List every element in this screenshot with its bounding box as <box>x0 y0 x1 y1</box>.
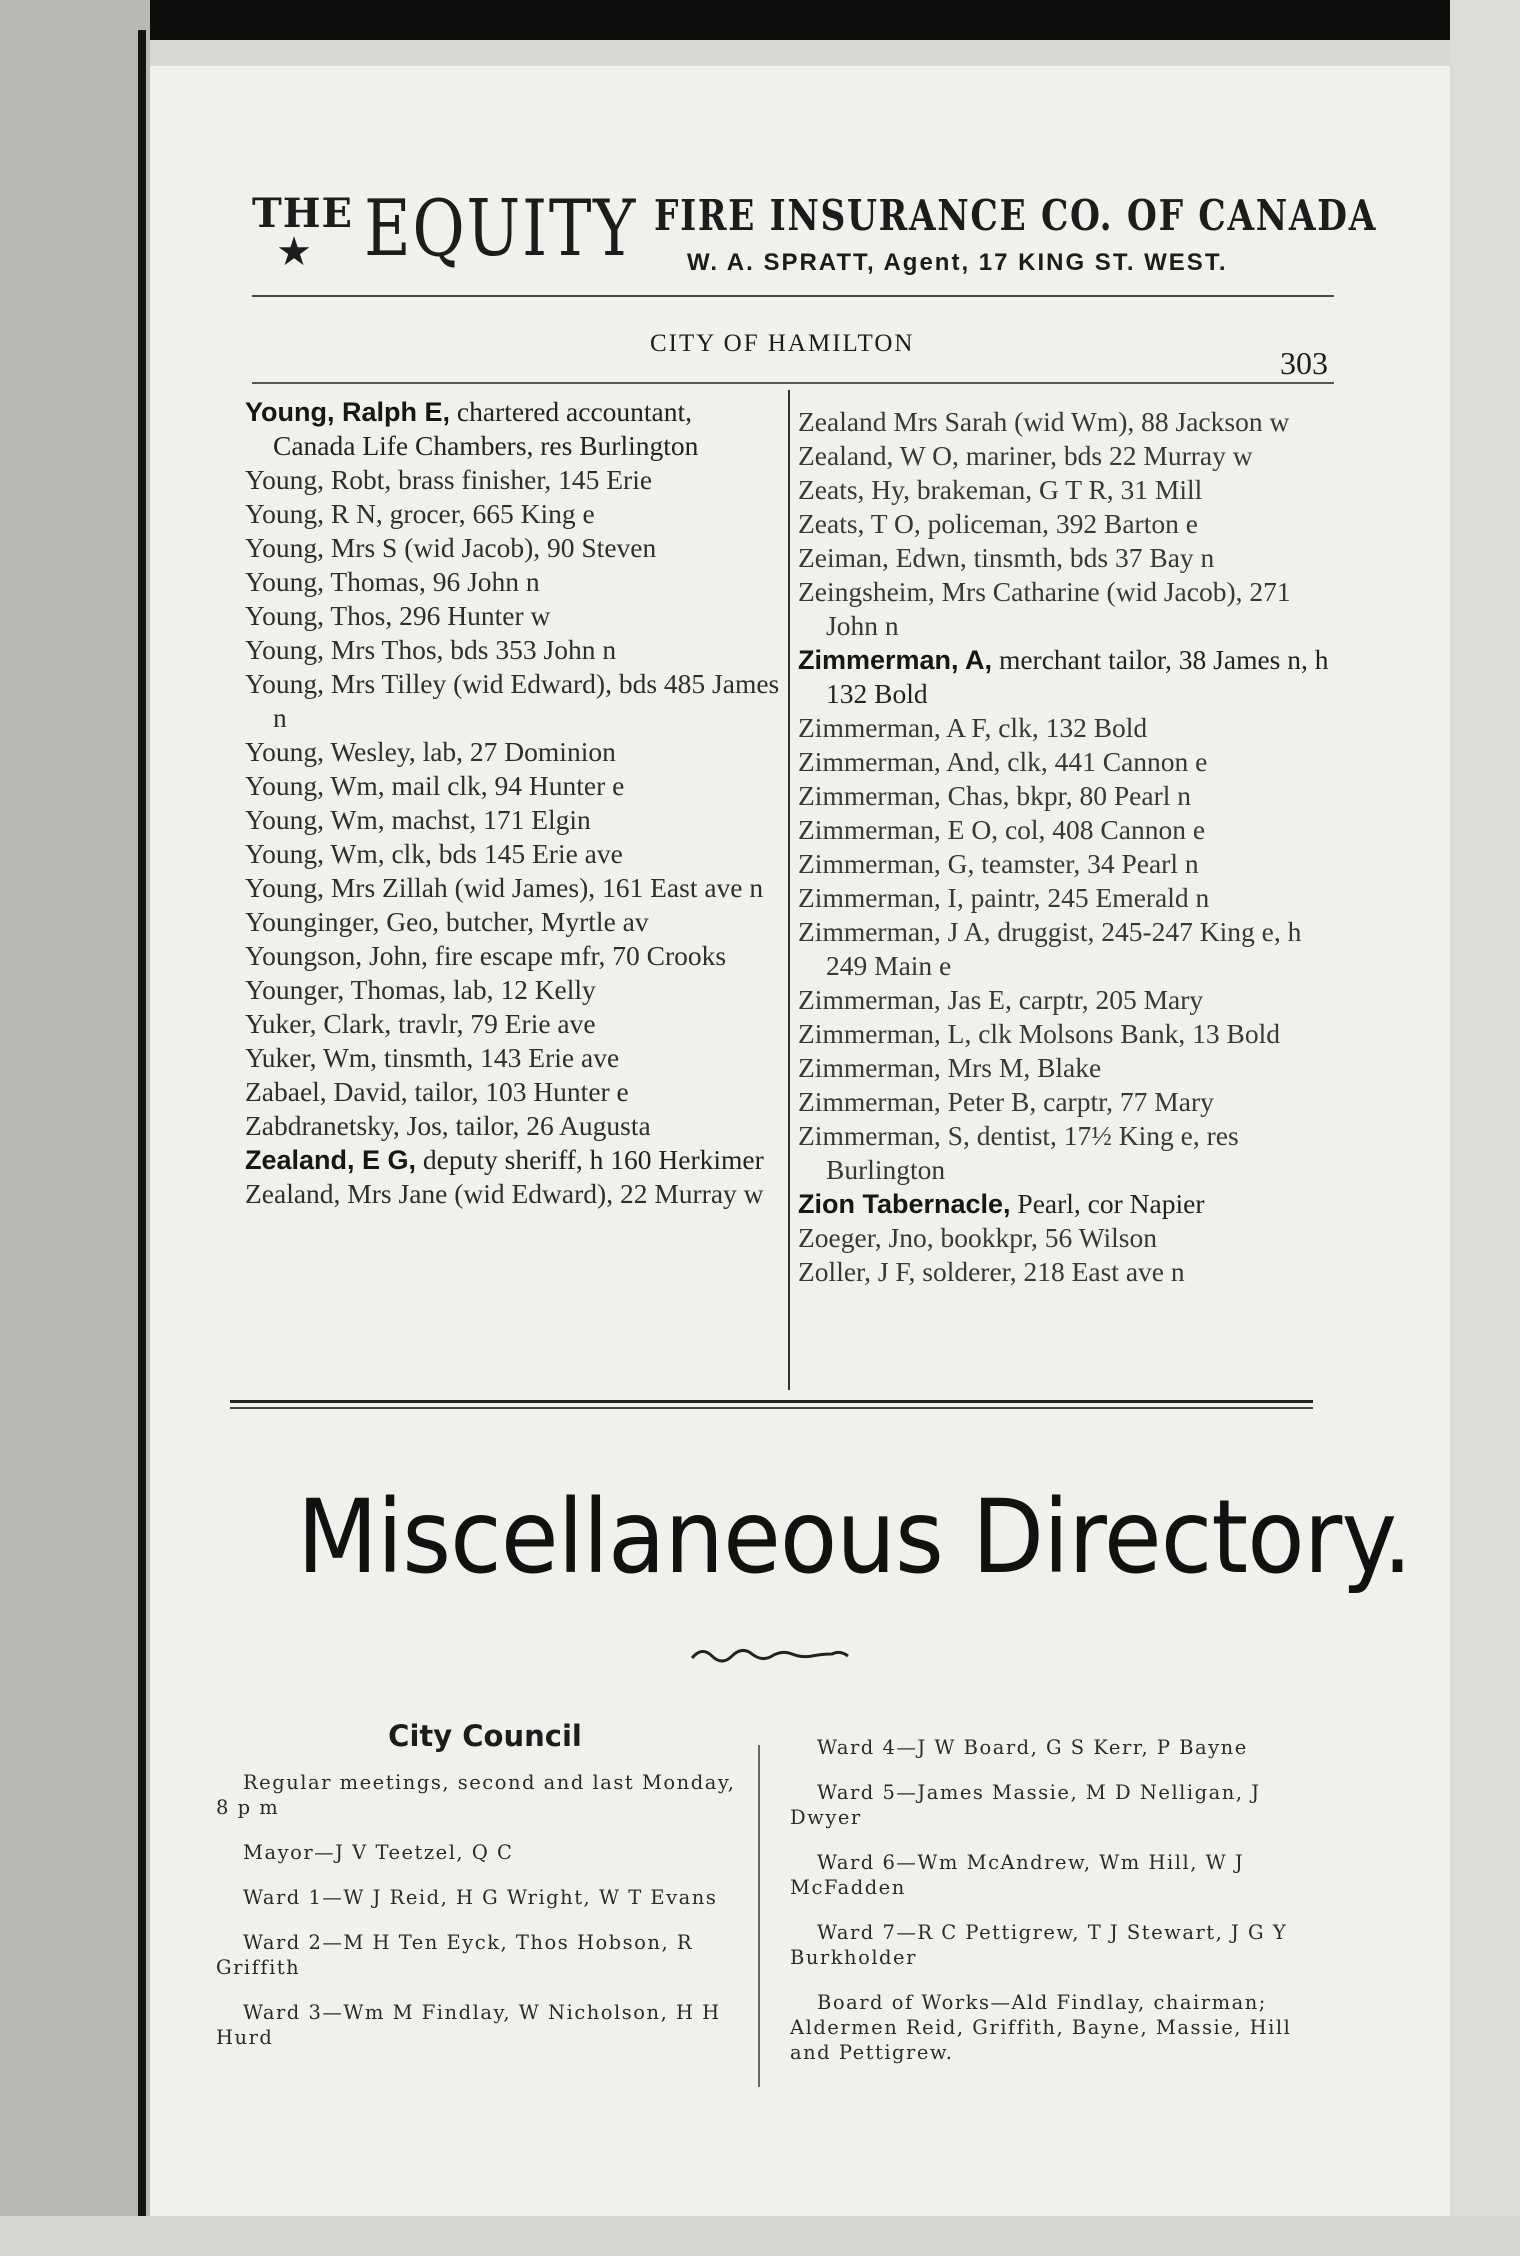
directory-entry: Yuker, Clark, travlr, 79 Erie ave <box>245 1008 596 1039</box>
scan-top-shadow <box>0 40 1520 66</box>
directory-entry: Zimmerman, J A, druggist, 245-247 King e, h 249 Main e <box>798 916 1302 981</box>
ad-equity: EQUITY <box>364 184 638 274</box>
scan-top-edge <box>0 0 1520 40</box>
entry-detail: chartered accountant, Canada Life Chambers, res Burlington <box>273 396 699 461</box>
directory-entry: Young, Mrs Zillah (wid James), 161 East ave n <box>245 872 764 903</box>
council-ward-6: Ward 6—Wm McAndrew, Wm Hill, W J McFadden <box>790 1851 1245 1899</box>
entry-name-bold: Young, Ralph E, <box>245 397 450 427</box>
scan-right-shadow <box>1450 0 1520 2256</box>
directory-entry: Zimmerman, S, dentist, 17½ King e, res Burlington <box>798 1120 1239 1185</box>
directory-entry: Zimmerman, L, clk Molsons Bank, 13 Bold <box>798 1018 1280 1049</box>
directory-entry: Yuker, Wm, tinsmth, 143 Erie ave <box>245 1042 620 1073</box>
directory-entry <box>245 1143 780 1177</box>
column-top-rule <box>252 382 1334 384</box>
directory-entry: Zabael, David, tailor, 103 Hunter e <box>245 1076 629 1107</box>
directory-entry <box>798 643 1338 711</box>
directory-entry: Zimmerman, E O, col, 408 Cannon e <box>798 814 1206 845</box>
directory-entry: Zimmerman, A F, clk, 132 Bold <box>798 712 1148 743</box>
directory-entry: Youngson, John, fire escape mfr, 70 Crooks <box>245 940 727 971</box>
header-rule <box>252 295 1334 297</box>
directory-entry: Younger, Thomas, lab, 12 Kelly <box>245 974 596 1005</box>
directory-entry: Young, Wm, clk, bds 145 Erie ave <box>245 838 623 869</box>
entry-name-bold: Zion Tabernacle, <box>798 1189 1011 1219</box>
entry-detail: deputy sheriff, h 160 Herkimer <box>416 1144 764 1175</box>
directory-entry: Zimmerman, And, clk, 441 Cannon e <box>798 746 1208 777</box>
advertisement-banner <box>252 180 1378 305</box>
directory-entry: Zoeger, Jno, bookkpr, 56 Wilson <box>798 1222 1157 1253</box>
directory-entry: Zabdranetsky, Jos, tailor, 26 Augusta <box>245 1110 651 1141</box>
directory-entry: Young, Mrs Thos, bds 353 John n <box>245 634 617 665</box>
directory-entry: Zimmerman, Chas, bkpr, 80 Pearl n <box>798 780 1191 811</box>
directory-entry: Young, Robt, brass finisher, 145 Erie <box>245 464 653 495</box>
directory-entry: Young, Mrs Tilley (wid Edward), bds 485 James n <box>245 668 780 733</box>
directory-entry: Zimmerman, Mrs M, Blake <box>798 1052 1102 1083</box>
directory-entry: Zoller, J F, solderer, 218 East ave n <box>798 1256 1185 1287</box>
directory-entry: Zeats, Hy, brakeman, G T R, 31 Mill <box>798 474 1203 505</box>
directory-entry: Young, Thomas, 96 John n <box>245 566 540 597</box>
ad-the: THE <box>252 190 354 237</box>
flourish-ornament <box>690 1640 850 1670</box>
entry-name-bold: Zimmerman, A, <box>798 645 993 675</box>
council-column-right <box>790 1735 1310 2085</box>
council-ward-7: Ward 7—R C Pettigrew, T J Stewart, J G Y Burkholder <box>790 1921 1288 1969</box>
directory-entry: Young, R N, grocer, 665 King e <box>245 498 595 529</box>
council-column-divider <box>758 1745 760 2087</box>
ad-company-name: FIRE INSURANCE CO. OF CANADA <box>654 191 1378 240</box>
section-rule-top <box>230 1400 1313 1403</box>
entry-detail: merchant tailor, 38 James n, h 132 Bold <box>826 644 1329 709</box>
directory-entry: Younginger, Geo, butcher, Myrtle av <box>245 906 649 937</box>
directory-entry: Zealand, Mrs Jane (wid Edward), 22 Murray w <box>245 1178 764 1209</box>
directory-entry: Young, Mrs S (wid Jacob), 90 Steven <box>245 532 657 563</box>
page-number: 303 <box>1280 345 1328 381</box>
star-icon: ★ <box>276 229 312 274</box>
directory-entry: Zimmerman, I, paintr, 245 Emerald n <box>798 882 1210 913</box>
directory-entry: Young, Wm, machst, 171 Elgin <box>245 804 591 835</box>
section-title: Miscellaneous Directory. <box>297 1478 1412 1597</box>
directory-entry: Zealand, W O, mariner, bds 22 Murray w <box>798 440 1253 471</box>
council-board-of-works: Board of Works—Ald Findlay, chairman; Aldermen Reid, Griffith, Bayne, Massie, Hill and Pettigrew. <box>790 1991 1292 2064</box>
directory-entry: Zeats, T O, policeman, 392 Barton e <box>798 508 1198 539</box>
directory-entry: Young, Wesley, lab, 27 Dominion <box>245 736 616 767</box>
directory-entry: Zimmerman, Jas E, carptr, 205 Mary <box>798 984 1204 1015</box>
binding-line <box>138 30 146 2256</box>
column-divider <box>788 390 790 1390</box>
directory-entry: Young, Wm, mail clk, 94 Hunter e <box>245 770 625 801</box>
directory-entry: Zealand Mrs Sarah (wid Wm), 88 Jackson w <box>798 406 1290 437</box>
council-mayor: Mayor—J V Teetzel, Q C <box>243 1841 514 1864</box>
directory-entry: Zeingsheim, Mrs Catharine (wid Jacob), 271 John n <box>798 576 1291 641</box>
directory-entry <box>798 1187 1338 1221</box>
directory-entry: Zimmerman, G, teamster, 34 Pearl n <box>798 848 1199 879</box>
ad-agent-line: W. A. SPRATT, Agent, 17 KING ST. WEST. <box>687 249 1228 276</box>
section-rule-bottom <box>230 1407 1313 1409</box>
directory-entry: Young, Thos, 296 Hunter w <box>245 600 551 631</box>
council-ward-4: Ward 4—J W Board, G S Kerr, P Bayne <box>817 1736 1248 1759</box>
entry-name-bold: Zealand, E G, <box>245 1145 417 1175</box>
scan-bottom-shadow <box>0 2216 1520 2256</box>
council-ward-2: Ward 2—M H Ten Eyck, Thos Hobson, R Griffith <box>216 1931 694 1979</box>
council-ward-3: Ward 3—Wm M Findlay, W Nicholson, H H Hurd <box>216 2001 721 2049</box>
directory-entry: Zeiman, Edwn, tinsmth, bds 37 Bay n <box>798 542 1215 573</box>
council-column-left <box>216 1770 736 2070</box>
council-title: City Council <box>388 1719 582 1753</box>
council-meetings: Regular meetings, second and last Monday, 8 p m <box>216 1771 736 1819</box>
directory-column-left <box>245 395 780 1211</box>
council-ward-1: Ward 1—W J Reid, H G Wright, W T Evans <box>243 1886 718 1909</box>
directory-entry <box>245 395 780 463</box>
page-binding-margin <box>0 0 150 2256</box>
directory-entry: Zimmerman, Peter B, carptr, 77 Mary <box>798 1086 1214 1117</box>
running-head: CITY OF HAMILTON <box>650 330 915 357</box>
entry-detail: Pearl, cor Napier <box>1010 1188 1205 1219</box>
council-ward-5: Ward 5—James Massie, M D Nelligan, J Dwyer <box>790 1781 1261 1829</box>
directory-column-right <box>798 405 1338 1289</box>
